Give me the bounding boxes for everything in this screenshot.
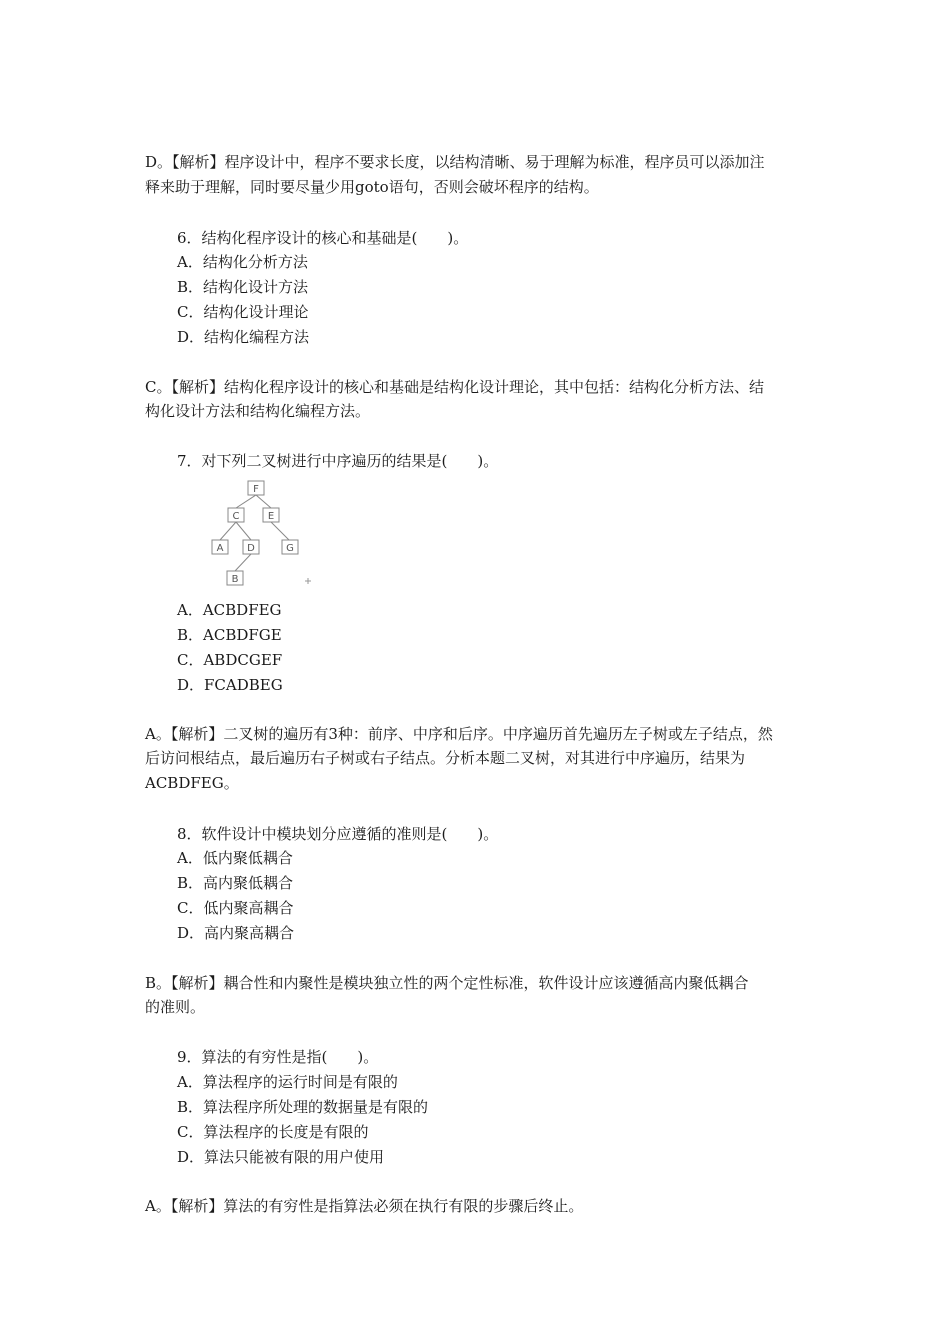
answer-5-line-1: D。【解析】程序设计中，程序不要求长度，以结构清晰、易于理解为标准，程序员可以添加注 <box>145 153 765 171</box>
question-8-option-a: A．低内聚低耦合 <box>177 849 293 867</box>
svg-text:C: C <box>232 511 240 522</box>
question-7-option-a: A．ACBDFEG <box>177 601 282 619</box>
question-6-option-a: A．结构化分析方法 <box>177 253 308 271</box>
question-9-stem: 9．算法的有穷性是指( )。 <box>177 1048 379 1066</box>
question-6-option-d: D．结构化编程方法 <box>177 328 310 346</box>
question-9-option-a: A．算法程序的运行时间是有限的 <box>177 1073 398 1091</box>
question-9-option-c: C．算法程序的长度是有限的 <box>177 1123 369 1141</box>
question-8-option-d: D．高内聚高耦合 <box>177 924 295 942</box>
tree-node-f <box>248 481 264 495</box>
answer-8-line-1: B。【解析】耦合性和内聚性是模块独立性的两个定性标准，软件设计应该遵循高内聚低耦合 <box>145 974 749 992</box>
question-6-option-b: B．结构化设计方法 <box>177 278 309 296</box>
answer-7-line-3: ACBDFEG。 <box>145 774 239 792</box>
question-8-option-c: C．低内聚高耦合 <box>177 899 294 917</box>
tree-node-e <box>263 508 279 522</box>
question-7-stem: 7．对下列二叉树进行中序遍历的结果是( )。 <box>177 452 499 470</box>
answer-7-line-1: A。【解析】二叉树的遍历有3种：前序、中序和后序。中序遍历首先遍历左子树或左子结点，然 <box>145 725 773 743</box>
binary-tree-figure <box>198 474 328 592</box>
tree-node-b <box>227 571 243 585</box>
tree-node-g <box>282 540 298 554</box>
question-9-option-b: B．算法程序所处理的数据量是有限的 <box>177 1098 429 1116</box>
answer-6-line-1: C。【解析】结构化程序设计的核心和基础是结构化设计理论，其中包括：结构化分析方法、结 <box>145 378 764 396</box>
question-8-stem: 8．软件设计中模块划分应遵循的准则是( )。 <box>177 825 499 843</box>
question-7-option-d: D．FCADBEG <box>177 676 283 694</box>
svg-text:F: F <box>253 484 259 495</box>
svg-text:D: D <box>247 543 255 554</box>
svg-text:G: G <box>286 543 294 554</box>
tree-node-d <box>243 540 259 554</box>
tree-node-c <box>228 508 244 522</box>
svg-text:E: E <box>267 511 275 522</box>
tree-node-a <box>212 540 228 554</box>
answer-5-line-2: 释来助于理解，同时要尽量少用goto语句，否则会破坏程序的结构。 <box>145 178 599 196</box>
question-7-option-c: C．ABDCGEF <box>177 651 283 669</box>
svg-text:B: B <box>231 574 239 585</box>
answer-7-line-2: 后访问根结点，最后遍历右子树或右子结点。分析本题二叉树，对其进行中序遍历，结果为 <box>145 749 746 767</box>
answer-6-line-2: 构化设计方法和结构化编程方法。 <box>145 402 371 420</box>
anchor-mark-icon <box>305 578 311 584</box>
question-8-option-b: B．高内聚低耦合 <box>177 874 294 892</box>
answer-9-line-1: A。【解析】算法的有穷性是指算法必须在执行有限的步骤后终止。 <box>145 1197 584 1215</box>
question-7-option-b: B．ACBDFGE <box>177 626 282 644</box>
question-6-stem: 6．结构化程序设计的核心和基础是( )。 <box>177 229 469 247</box>
question-6-option-c: C．结构化设计理论 <box>177 303 309 321</box>
svg-text:A: A <box>216 543 224 554</box>
answer-8-line-2: 的准则。 <box>145 998 206 1016</box>
question-9-option-d: D．算法只能被有限的用户使用 <box>177 1148 385 1166</box>
